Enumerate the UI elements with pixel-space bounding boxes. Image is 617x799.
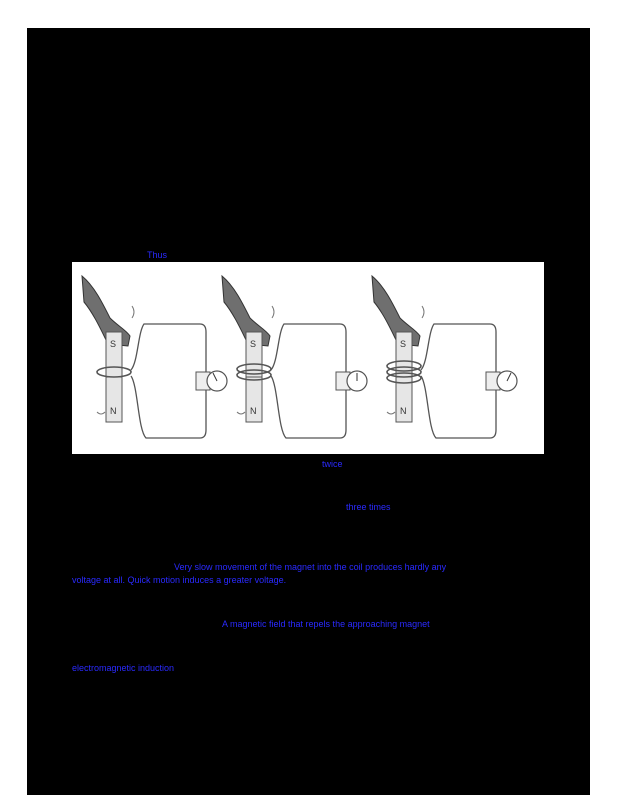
magnet-pole-n: N bbox=[110, 406, 117, 416]
circuit-wire bbox=[271, 324, 346, 372]
motion-mark bbox=[132, 306, 134, 318]
motion-mark bbox=[387, 412, 395, 414]
circuit-wire bbox=[131, 324, 206, 372]
text-electromagnetic-induction: electromagnetic induction bbox=[72, 663, 175, 673]
circuit-wire bbox=[271, 376, 346, 438]
text-three-times: three times bbox=[346, 502, 391, 512]
induction-illustration bbox=[72, 262, 544, 454]
magnet-pole-n: N bbox=[400, 406, 407, 416]
motion-mark bbox=[272, 306, 274, 318]
motion-mark bbox=[422, 306, 424, 318]
circuit-wire bbox=[421, 324, 496, 372]
magnet-pole-s: S bbox=[400, 339, 407, 349]
magnet-pole-s: S bbox=[110, 339, 117, 349]
text-slow-movement-cont: voltage at all. Quick motion induces a greater voltage. bbox=[72, 575, 287, 585]
magnet-pole-n: N bbox=[250, 406, 257, 416]
circuit-wire bbox=[421, 376, 496, 438]
text-magnetic-field: A magnetic field that repels the approaching magnet bbox=[222, 619, 430, 629]
circuit-wire bbox=[131, 376, 206, 438]
text-twice: twice bbox=[322, 459, 343, 469]
motion-mark bbox=[97, 412, 105, 414]
text-slow-movement: Very slow movement of the magnet into the coil produces hardly any bbox=[174, 562, 447, 572]
magnet-pole-s: S bbox=[250, 339, 257, 349]
induction-figure bbox=[72, 262, 544, 454]
motion-mark bbox=[237, 412, 245, 414]
text-thus: Thus bbox=[147, 250, 168, 260]
